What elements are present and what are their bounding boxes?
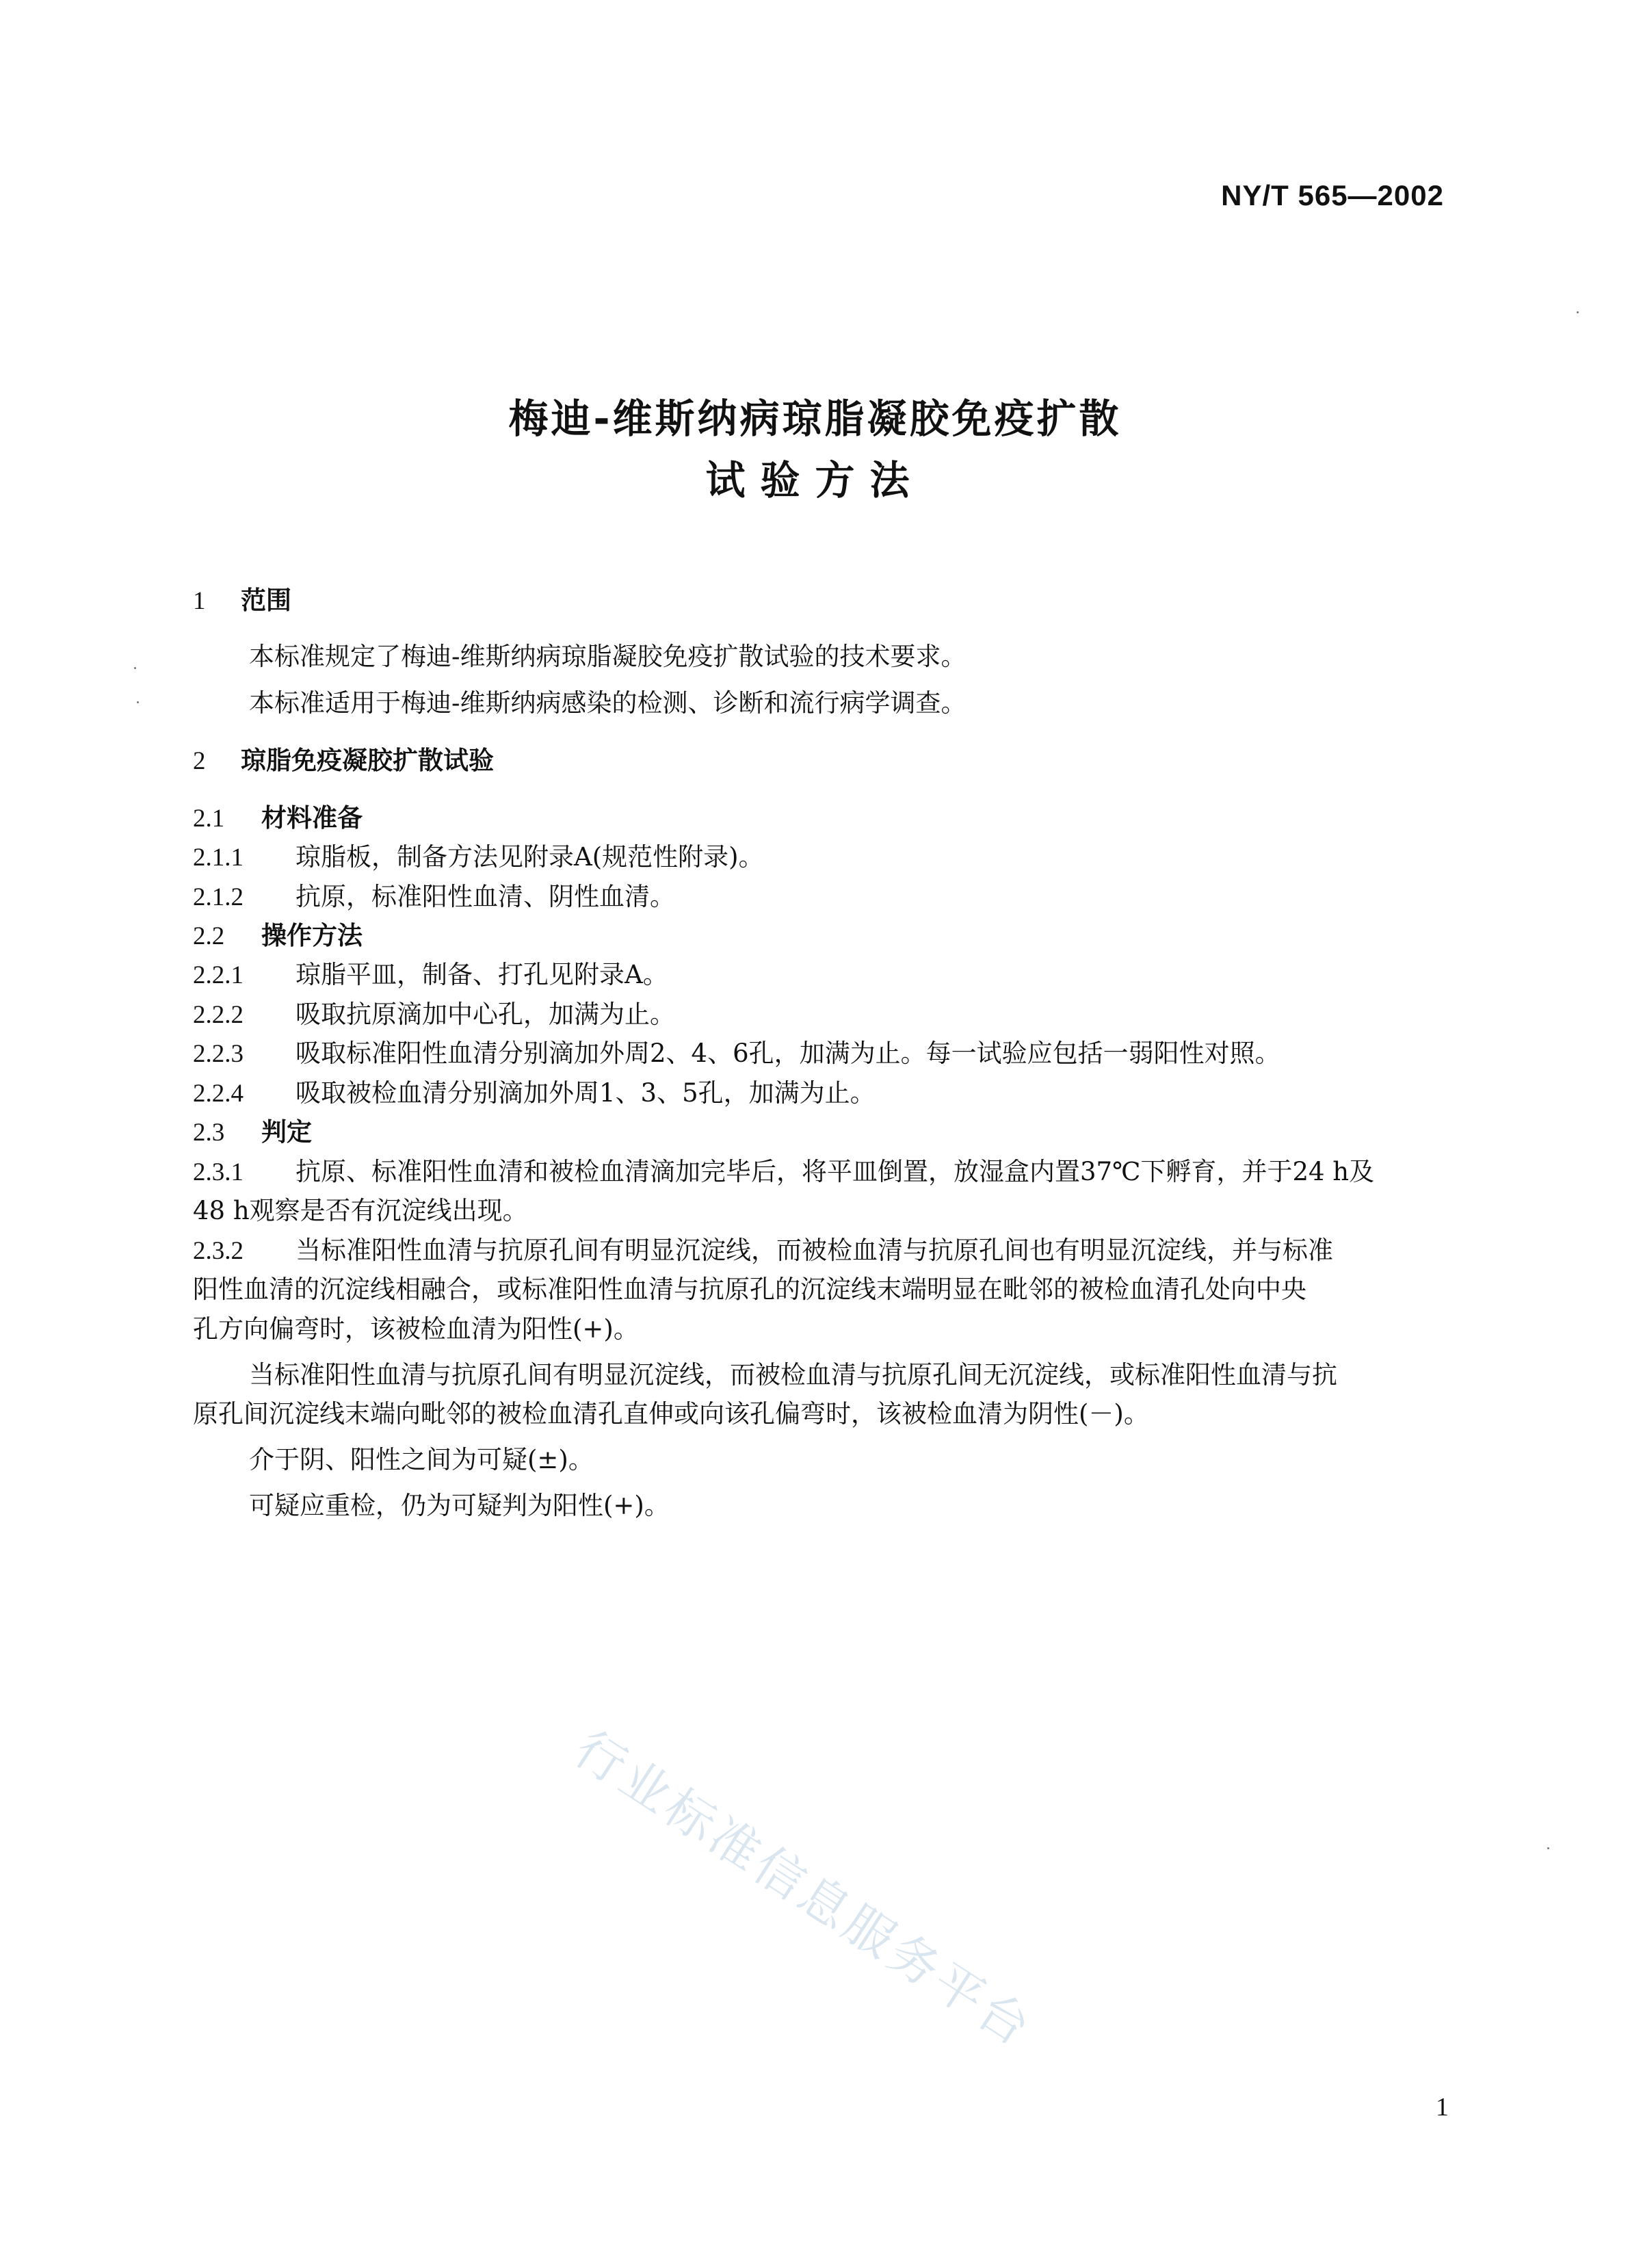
clause-text: 吸取被检血清分别滴加外周1、3、5孔，加满为止。 <box>295 1078 876 1108</box>
clause-2-2-2 <box>193 995 1451 1034</box>
clause-2-3-1-line-1 <box>193 1153 1451 1192</box>
section-2-2-heading <box>193 917 1451 956</box>
section-2-1-heading <box>193 799 1451 838</box>
section-number: 2 <box>193 747 206 775</box>
section-title: 琼脂免疫凝胶扩散试验 <box>241 746 494 775</box>
clause-number: 2.2.3 <box>193 1040 244 1068</box>
clause-2-3-2-line-1 <box>193 1231 1451 1270</box>
section-title: 范围 <box>241 586 291 615</box>
doubtful-criteria: 介于阴、阳性之间为可疑(±)。 <box>249 1445 594 1474</box>
page-number: 1 <box>1436 2093 1449 2122</box>
section-1-heading <box>193 582 1451 621</box>
clause-text: 琼脂平皿，制备、打孔见附录A。 <box>295 960 668 989</box>
clause-number: 2.2.1 <box>193 961 244 989</box>
section-2-heading <box>193 742 1451 781</box>
document-title-line-1: 梅迪-维斯纳病琼脂凝胶免疫扩散 <box>508 395 1122 442</box>
clause-number: 2.1.2 <box>193 883 244 911</box>
section-title: 材料准备 <box>261 803 363 833</box>
clause-text: 抗原，标准阳性血清、阴性血清。 <box>295 882 675 911</box>
clause-2-2-3 <box>193 1034 1451 1073</box>
clause-number: 2.3.1 <box>193 1158 244 1186</box>
clause-text: 抗原、标准阳性血清和被检血清滴加完毕后，将平皿倒置，放湿盒内置37℃下孵育，并于24 h及 <box>295 1157 1375 1186</box>
clause-number: 2.2.4 <box>193 1080 244 1108</box>
clause-2-2-1 <box>193 956 1451 995</box>
clause-2-1-2 <box>193 878 1451 917</box>
watermark-text: 行业标准信息服务平台 <box>564 1719 1044 2059</box>
scan-speck <box>1577 311 1579 313</box>
section-number: 1 <box>193 587 206 615</box>
scan-speck <box>1547 1847 1549 1849</box>
negative-criteria-line-1: 当标准阳性血清与抗原孔间有明显沉淀线，而被检血清与抗原孔间无沉淀线，或标准阳性血清与抗 <box>249 1360 1337 1390</box>
section-title: 操作方法 <box>261 921 363 950</box>
scope-paragraph-2: 本标准适用于梅迪-维斯纳病感染的检测、诊断和流行病学调查。 <box>249 688 967 718</box>
scan-speck <box>134 667 136 669</box>
standard-number: NY/T 565—2002 <box>1221 179 1444 211</box>
clause-2-3-1-line-2: 48 h观察是否有沉淀线出现。 <box>193 1196 528 1225</box>
negative-criteria-line-2: 原孔间沉淀线末端向毗邻的被检血清孔直伸或向该孔偏弯时，该被检血清为阴性(－)。 <box>193 1399 1149 1429</box>
clause-number: 2.2.2 <box>193 1001 244 1029</box>
clause-text: 吸取标准阳性血清分别滴加外周2、4、6孔，加满为止。每一试验应包括一弱阳性对照。 <box>295 1039 1280 1068</box>
scope-paragraph-1: 本标准规定了梅迪-维斯纳病琼脂凝胶免疫扩散试验的技术要求。 <box>249 642 967 671</box>
section-number: 2.1 <box>193 805 225 833</box>
clause-2-2-4 <box>193 1074 1451 1113</box>
section-number: 2.2 <box>193 922 225 950</box>
document-title-line-2: 试验方法 <box>705 457 925 504</box>
clause-text: 琼脂板，制备方法见附录A(规范性附录)。 <box>295 842 764 872</box>
section-2-3-heading <box>193 1113 1451 1152</box>
clause-2-3-2-line-2: 阳性血清的沉淀线相融合，或标准阳性血清与抗原孔的沉淀线末端明显在毗邻的被检血清孔处向中央 <box>193 1275 1306 1304</box>
clause-number: 2.3.2 <box>193 1237 244 1265</box>
clause-2-3-2-line-3: 孔方向偏弯时，该被检血清为阳性(+)。 <box>193 1314 639 1344</box>
section-number: 2.3 <box>193 1119 225 1147</box>
clause-number: 2.1.1 <box>193 844 244 872</box>
clause-text: 吸取抗原滴加中心孔，加满为止。 <box>295 1000 675 1029</box>
clause-2-1-1 <box>193 838 1451 877</box>
scan-speck <box>137 701 139 703</box>
retest-rule: 可疑应重检，仍为可疑判为阳性(+)。 <box>249 1491 670 1520</box>
clause-text: 当标准阳性血清与抗原孔间有明显沉淀线，而被检血清与抗原孔间也有明显沉淀线，并与标准 <box>295 1236 1333 1265</box>
section-title: 判定 <box>261 1117 312 1147</box>
